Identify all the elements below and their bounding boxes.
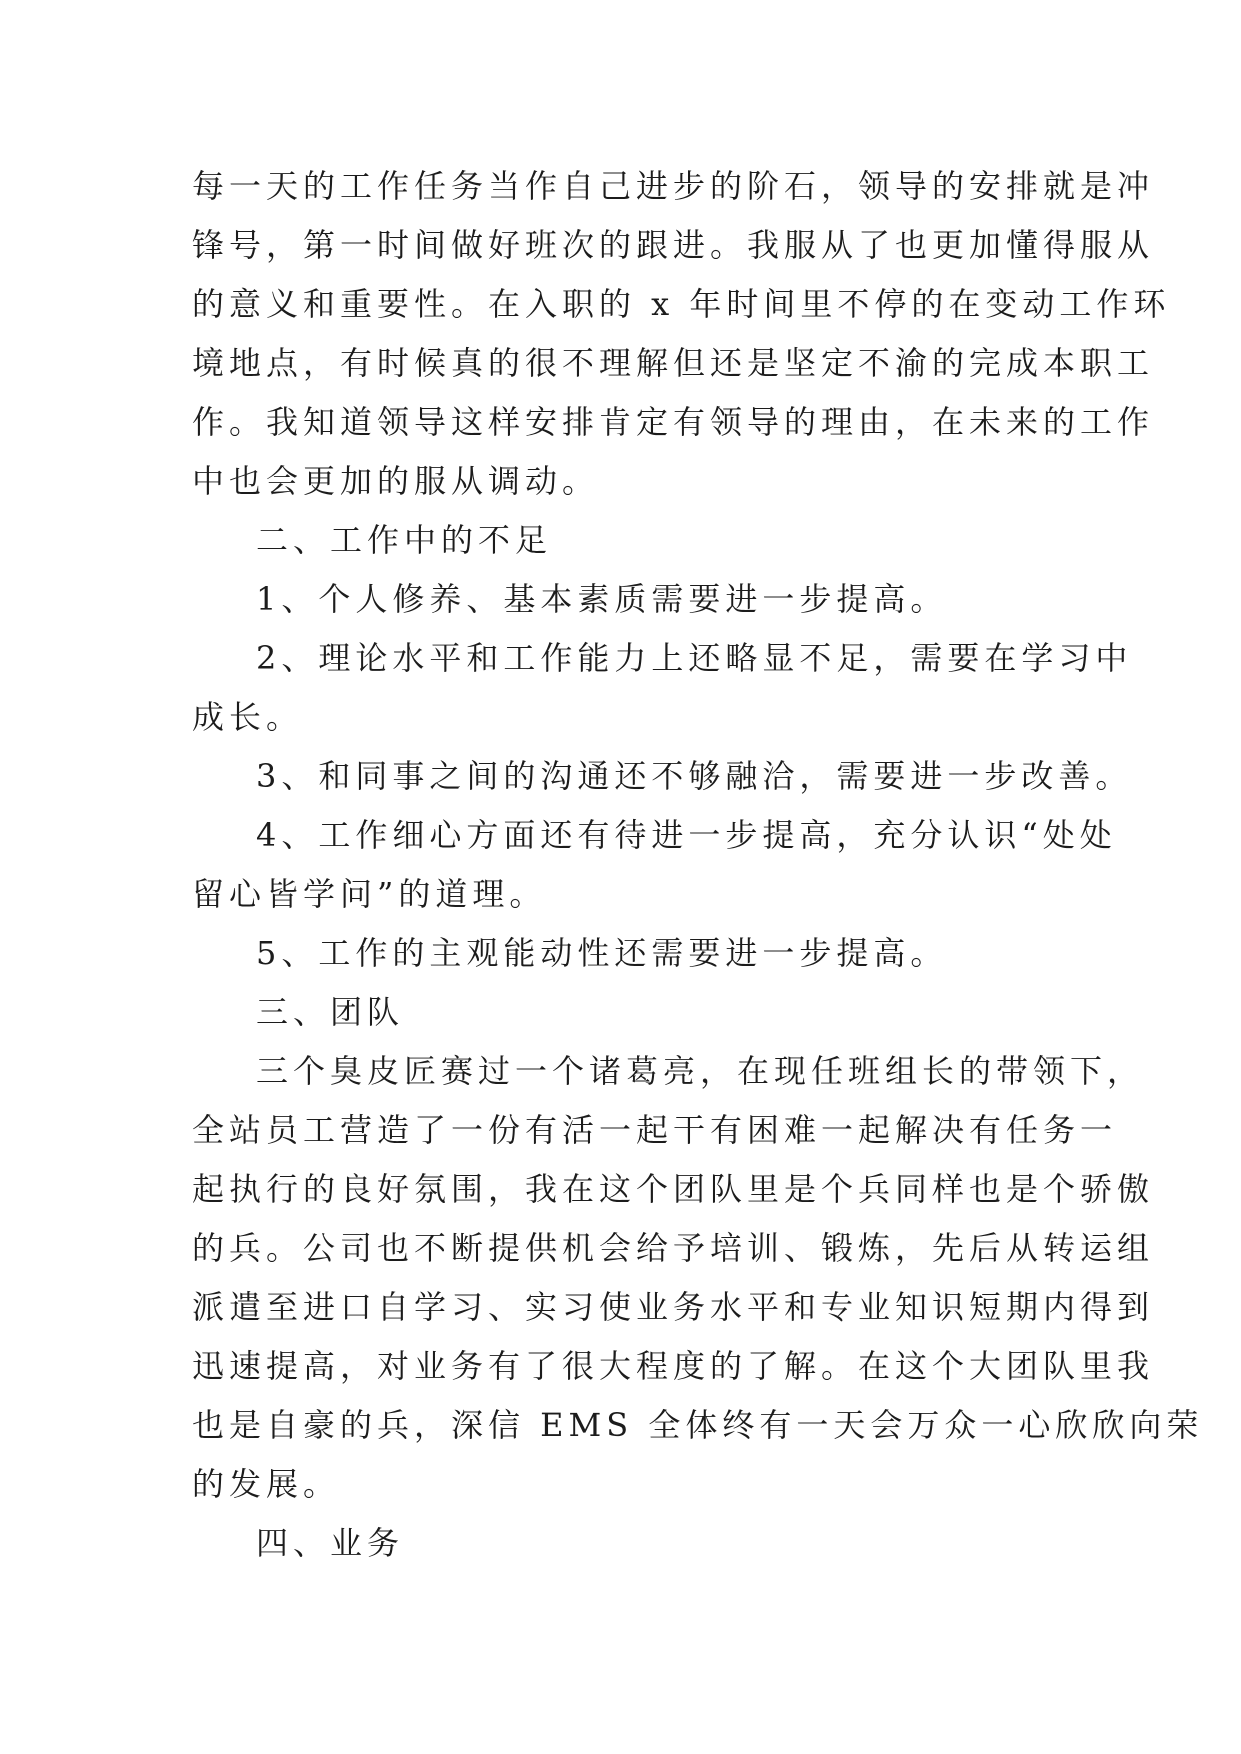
paragraph-line: 中也会更加的服从调动。	[192, 462, 600, 500]
section-heading: 二、工作中的不足	[256, 521, 553, 559]
paragraph-line: 成长。	[192, 698, 304, 736]
paragraph-line: 三个臭皮匠赛过一个诸葛亮，在现任班组长的带领下，	[256, 1052, 1145, 1090]
section-heading: 四、业务	[256, 1524, 405, 1562]
section-heading: 三、团队	[256, 993, 405, 1031]
paragraph-line: 每一天的工作任务当作自己进步的阶石，领导的安排就是冲	[192, 167, 1155, 205]
paragraph-line: 境地点，有时候真的很不理解但还是坚定不渝的完成本职工	[192, 344, 1155, 382]
paragraph-line: 作。我知道领导这样安排肯定有领导的理由，在未来的工作	[192, 403, 1155, 441]
paragraph-line: 派遣至进口自学习、实习使业务水平和专业知识短期内得到	[192, 1288, 1155, 1326]
paragraph-line: 的发展。	[192, 1465, 341, 1503]
paragraph-line: 起执行的良好氛围，我在这个团队里是个兵同样也是个骄傲	[192, 1170, 1155, 1208]
paragraph-line: 留心皆学问”的道理。	[192, 875, 547, 913]
list-item: 2、理论水平和工作能力上还略显不足，需要在学习中	[256, 639, 1133, 677]
paragraph-line: 全站员工营造了一份有活一起干有困难一起解决有任务一	[192, 1111, 1118, 1149]
list-item: 1、个人修养、基本素质需要进一步提高。	[256, 580, 948, 618]
list-item: 5、工作的主观能动性还需要进一步提高。	[256, 934, 948, 972]
paragraph-line: 迅速提高，对业务有了很大程度的了解。在这个大团队里我	[192, 1347, 1155, 1385]
paragraph-line: 的意义和重要性。在入职的 x 年时间里不停的在变动工作环	[192, 285, 1171, 323]
list-item: 4、工作细心方面还有待进一步提高，充分认识“处处	[256, 816, 1117, 854]
paragraph-line: 锋号，第一时间做好班次的跟进。我服从了也更加懂得服从	[192, 226, 1155, 264]
paragraph-line: 也是自豪的兵，深信 EMS 全体终有一天会万众一心欣欣向荣	[192, 1406, 1204, 1444]
list-item: 3、和同事之间的沟通还不够融洽，需要进一步改善。	[256, 757, 1133, 795]
paragraph-line: 的兵。公司也不断提供机会给予培训、锻炼，先后从转运组	[192, 1229, 1155, 1267]
